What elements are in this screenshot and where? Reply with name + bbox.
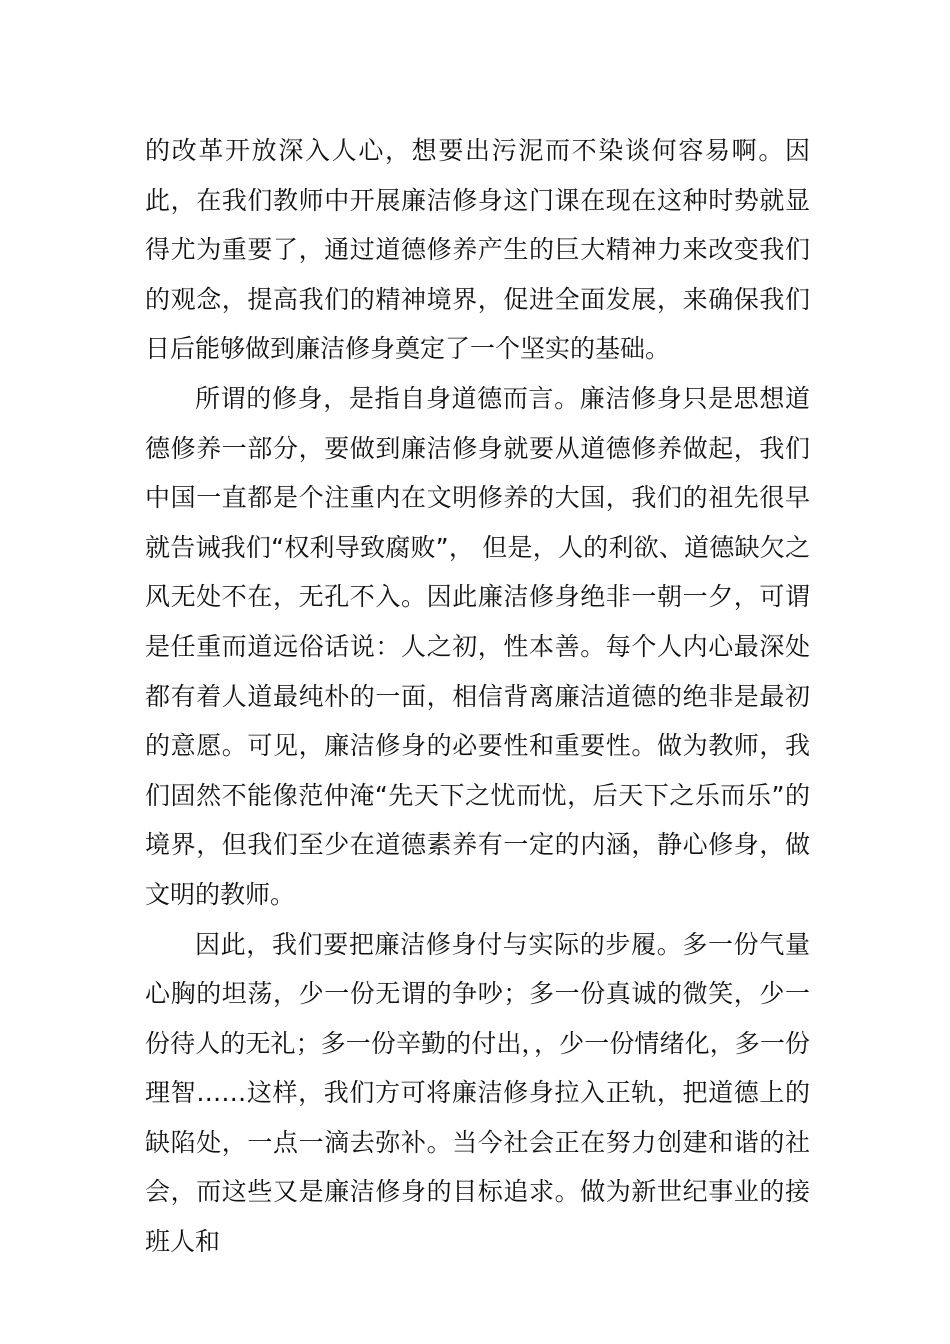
document-body: [145, 126, 810, 1267]
paragraph-1: 的改革开放深入人心，想要出污泥而不染谈何容易啊。因此，在我们教师中开展廉洁修身这门课在现在这种时势就显得尤为重要了，通过道德修养产生的巨大精神力来改变我们的观念，提高我们的精神境界，促进全面发展，来确保我们日后能够做到廉洁修身奠定了一个坚实的基础。: [145, 136, 810, 364]
paragraph-3: 因此，我们要把廉洁修身付与实际的步履。多一份气量心胸的坦荡，少一份无谓的争吵；多一份真诚的微笑，少一份待人的无礼；多一份辛勤的付出，，少一份情绪化，多一份理智……这样，我们方可将廉洁修身拉入正轨，把道德上的缺陷处，一点一滴去弥补。当今社会正在努力创建和谐的社会，而这些又是廉洁修身的目标追求。做为新世纪事业的接班人和: [145, 929, 810, 1257]
paragraph-2: 所谓的修身，是指自身道德而言。廉洁修身只是思想道德修养一部分，要做到廉洁修身就要从道德修养做起，我们中国一直都是个注重内在文明修养的大国，我们的祖先很早就告诫我们“权利导致腐败”， 但是，人的利欲、道德缺欠之风无处不在，无孔不入。因此廉洁修身绝非一朝一夕，可谓是任重而道远俗话说：人之初，性本善。每个人内心最深处都有着人道最纯朴的一面，相信背离廉洁道德的绝非是最初的意愿。可见，廉洁修身的必要性和重要性。做为教师，我们固然不能像范仲淹“先天下之忧而忧，后天下之乐而乐”的境界，但我们至少在道德素养有一定的内涵，静心修身，做文明的教师。: [145, 383, 810, 909]
